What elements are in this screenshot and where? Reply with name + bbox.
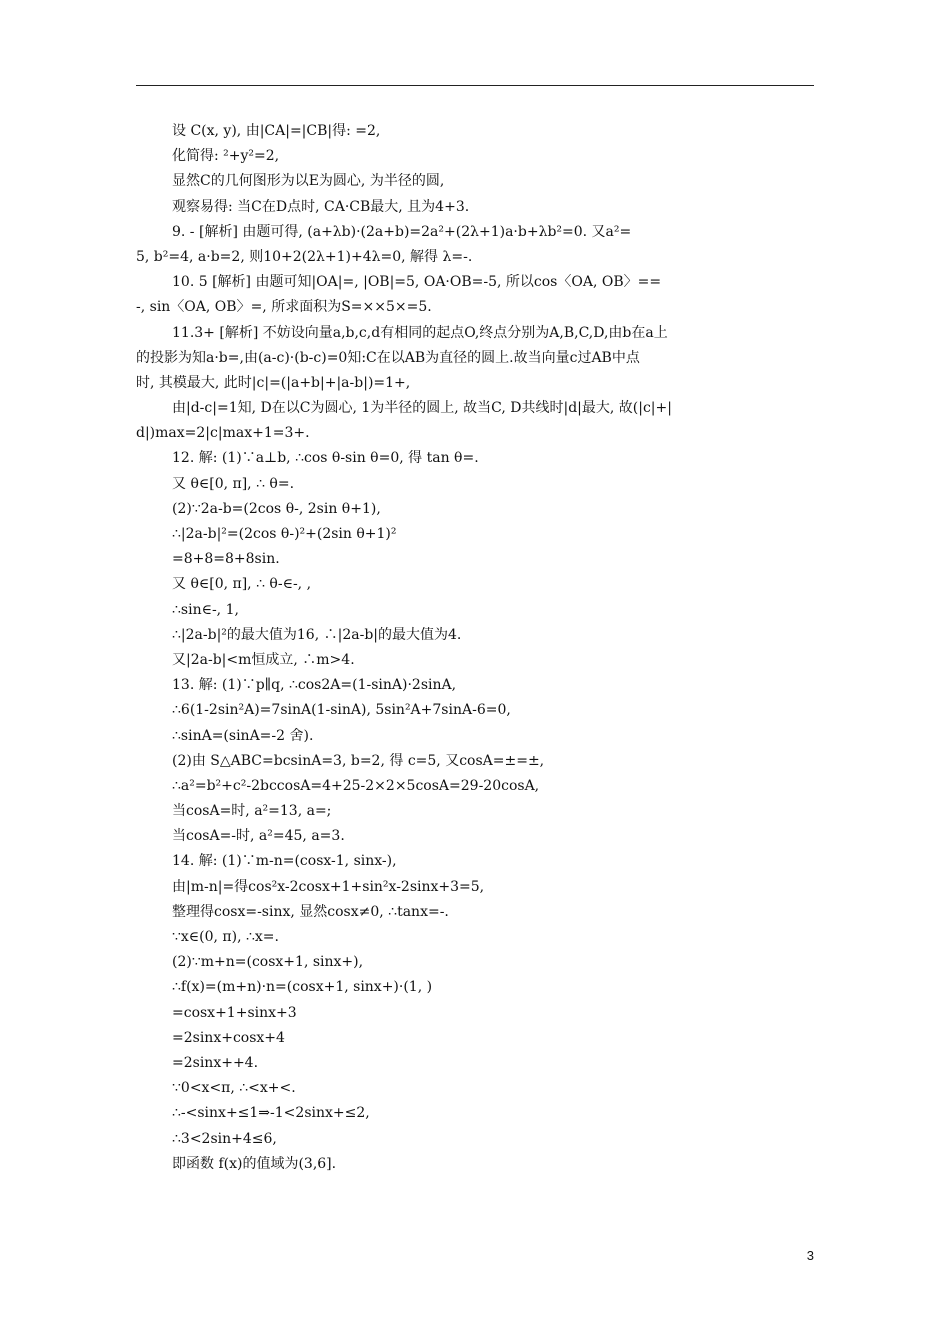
text-line: 整理得cosx=-sinx, 显然cosx≠0, ∴tanx=-.	[172, 903, 449, 920]
text-line: 又 θ∈[0, π], ∴ θ-∈-, ,	[172, 576, 312, 593]
text-line: 由|m-n|=得cos²x-2cosx+1+sin²x-2sinx+3=5,	[172, 878, 485, 895]
text-line: 观察易得: 当C在D点时, CA·CB最大, 且为4+3.	[172, 198, 470, 215]
text-line: ∵x∈(0, π), ∴x=.	[172, 929, 279, 945]
header-rule	[136, 85, 814, 86]
text-line: =2sinx++4.	[172, 1054, 259, 1071]
text-line: 当cosA=-时, a²=45, a=3.	[172, 828, 345, 845]
text-line: ∴a²=b²+c²-2bccosA=4+25-2×2×5cosA=29-20cosA,	[172, 777, 540, 794]
text-line: =2sinx+cosx+4	[172, 1029, 285, 1046]
text-line: 设 C(x, y), 由|CA|=|CB|得: =2,	[172, 123, 381, 139]
text-line: 11.3+ [解析] 不妨设向量a,b,c,d有相同的起点O,终点分别为A,B,C,D,由b在a上	[172, 324, 668, 341]
text-line: 又 θ∈[0, π], ∴ θ=.	[172, 475, 295, 492]
text-line: 显然C的几何图形为以E为圆心, 为半径的圆,	[172, 173, 445, 190]
text-line: (2)由 S△ABC=bcsinA=3, b=2, 得 c=5, 又cosA=±=±,	[172, 752, 545, 769]
text-line: ∴-<sinx+≤1⇒-1<2sinx+≤2,	[172, 1105, 370, 1122]
text-line: 时, 其模最大, 此时|c|=(|a+b|+|a-b|)=1+,	[136, 374, 411, 391]
text-line: 10. 5 [解析] 由题可知|OA|=, |OB|=5, OA·OB=-5, 所以cos〈OA, OB〉==	[172, 274, 662, 291]
text-line: 的投影为知a·b=,由(a-c)·(b-c)=0知:C在以AB为直径的圆上.故当向量c过AB中点	[136, 349, 640, 366]
text-line: =8+8=8+8sin.	[172, 551, 280, 568]
text-line: -, sin〈OA, OB〉=, 所求面积为S=××5×=5.	[136, 299, 432, 316]
text-line: 9. - [解析] 由题可得, (a+λb)·(2a+b)=2a²+(2λ+1)a·b+λb²=0. 又a²=	[172, 223, 632, 240]
text-line: ∴f(x)=(m+n)·n=(cosx+1, sinx+)·(1, )	[172, 979, 433, 996]
text-line: ∴6(1-2sin²A)=7sinA(1-sinA), 5sin²A+7sinA-6=0,	[172, 702, 511, 719]
text-line: (2)∵2a-b=(2cos θ-, 2sin θ+1),	[172, 500, 381, 517]
text-line: ∴sinA=(sinA=-2 舍).	[172, 727, 314, 744]
text-line: 当cosA=时, a²=13, a=;	[172, 803, 332, 820]
text-line: ∴sin∈-, 1,	[172, 601, 239, 618]
solution-text-body	[136, 119, 814, 1177]
text-line: 又|2a-b|<m恒成立, ∴m>4.	[172, 651, 355, 668]
text-line: 12. 解: (1)∵a⊥b, ∴cos θ-sin θ=0, 得 tan θ=.	[172, 450, 479, 467]
text-line: 由|d-c|=1知, D在以C为圆心, 1为半径的圆上, 故当C, D共线时|d|最大, 故(|c|+|	[172, 400, 672, 417]
text-line: 化简得: ²+y²=2,	[172, 148, 280, 165]
text-line: 14. 解: (1)∵m-n=(cosx-1, sinx-),	[172, 853, 397, 870]
page-number: 3	[806, 1248, 814, 1263]
text-line: 13. 解: (1)∵p∥q, ∴cos2A=(1-sinA)·2sinA,	[172, 677, 457, 694]
text-line: ∵0<x<π, ∴<x+<.	[172, 1080, 296, 1097]
text-line: ∴|2a-b|²的最大值为16, ∴|2a-b|的最大值为4.	[172, 626, 462, 643]
text-line: d|)max=2|c|max+1=3+.	[136, 425, 310, 442]
text-line: ∴3<2sin+4≤6,	[172, 1130, 277, 1147]
text-line: =cosx+1+sinx+3	[172, 1004, 297, 1021]
text-line: 5, b²=4, a·b=2, 则10+2(2λ+1)+4λ=0, 解得 λ=-.	[136, 248, 473, 265]
text-line: 即函数 f(x)的值域为(3,6].	[172, 1155, 337, 1172]
text-line: ∴|2a-b|²=(2cos θ-)²+(2sin θ+1)²	[172, 526, 397, 542]
text-line: (2)∵m+n=(cosx+1, sinx+),	[172, 954, 364, 971]
